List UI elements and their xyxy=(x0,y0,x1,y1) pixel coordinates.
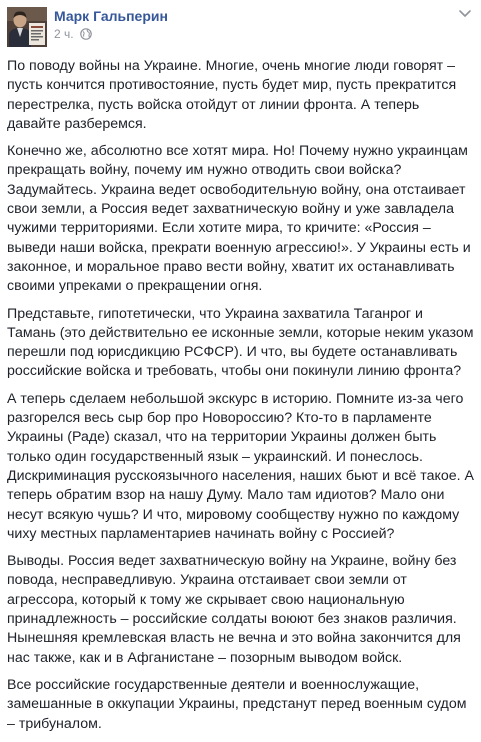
author-avatar[interactable] xyxy=(7,7,47,47)
post-options-button[interactable] xyxy=(455,6,475,22)
post-paragraph: Конечно же, абсолютно все хотят мира. Но! Почему нужно украинцам прекращать войну, почему им нужно отводить свои войска? Задумайтесь. Украина ведет освободительную войну, она отстаивает свои земли, а Россия ведет захватническую войну и уже завладела чужими территориями. Если хотите мира, то кричите: «Россия – выведи наши войска, прекрати военную агрессию!». У Украины есть и законное, и моральное право вести войну, хватит их останавливать своими упреками о прекращении огня. xyxy=(7,143,471,295)
post-paragraph: Все российские государственные деятели и военнослужащие, замешанные в оккупации Украины, предстанут перед военным судом – трибуналом. xyxy=(7,676,467,732)
post-paragraph: По поводу войны на Украине. Многие, очень многие люди говорят – пусть кончится противостояние, пусть будет мир, пусть прекратится перестрелка, пусть войска отойдут от линии фронта. А теперь давайте разберемся. xyxy=(7,58,457,132)
post-meta xyxy=(54,27,92,41)
globe-icon[interactable] xyxy=(80,28,92,40)
post-paragraph: Выводы. Россия ведет захватническую войну на Украине, войну без повода, несправедливую. Украина отстаивает свои земли от агрессора, который к тому же скрывает свою национальную принадлежность – российские солдаты воюют без знаков различия. Нынешняя кремлевская власть не вечна и это война закончится для нас также, как и в Афганистане – позорным выводом войск. xyxy=(7,553,461,666)
post-paragraph: А теперь сделаем небольшой экскурс в историю. Помните из-за чего разгорелся весь сыр бор про Новороссию? Кто-то в парламенте Украины (Раде) сказал, что на территории Украины должен быть только один государственный язык – украинский. И понеслось. Дискриминация русскоязычного населения, наших бьют и всё такое. А теперь обратим взор на нашу Думу. Мало там идиотов? Мало они несут всякую чушь? И что, мировому сообществу нужно по каждому чиху местных парламентариев начинать войну с Россией? xyxy=(7,390,475,542)
post-header xyxy=(0,0,481,52)
chevron-down-icon xyxy=(455,6,475,22)
post-paragraph: Представьте, гипотетически, что Украина захватила Таганрог и Тамань (это действительно ее исконные земли, которые неким указом перешли под юрисдикцию РСФСР). И что, вы будете останавливать российские войска и требовать, чтобы они покинули линию фронта? xyxy=(7,305,474,380)
post-body xyxy=(7,57,475,742)
post-timestamp[interactable]: 2 ч. xyxy=(54,27,74,41)
profile-photo-icon xyxy=(7,7,47,47)
author-name[interactable]: Марк Гальперин xyxy=(54,8,168,24)
